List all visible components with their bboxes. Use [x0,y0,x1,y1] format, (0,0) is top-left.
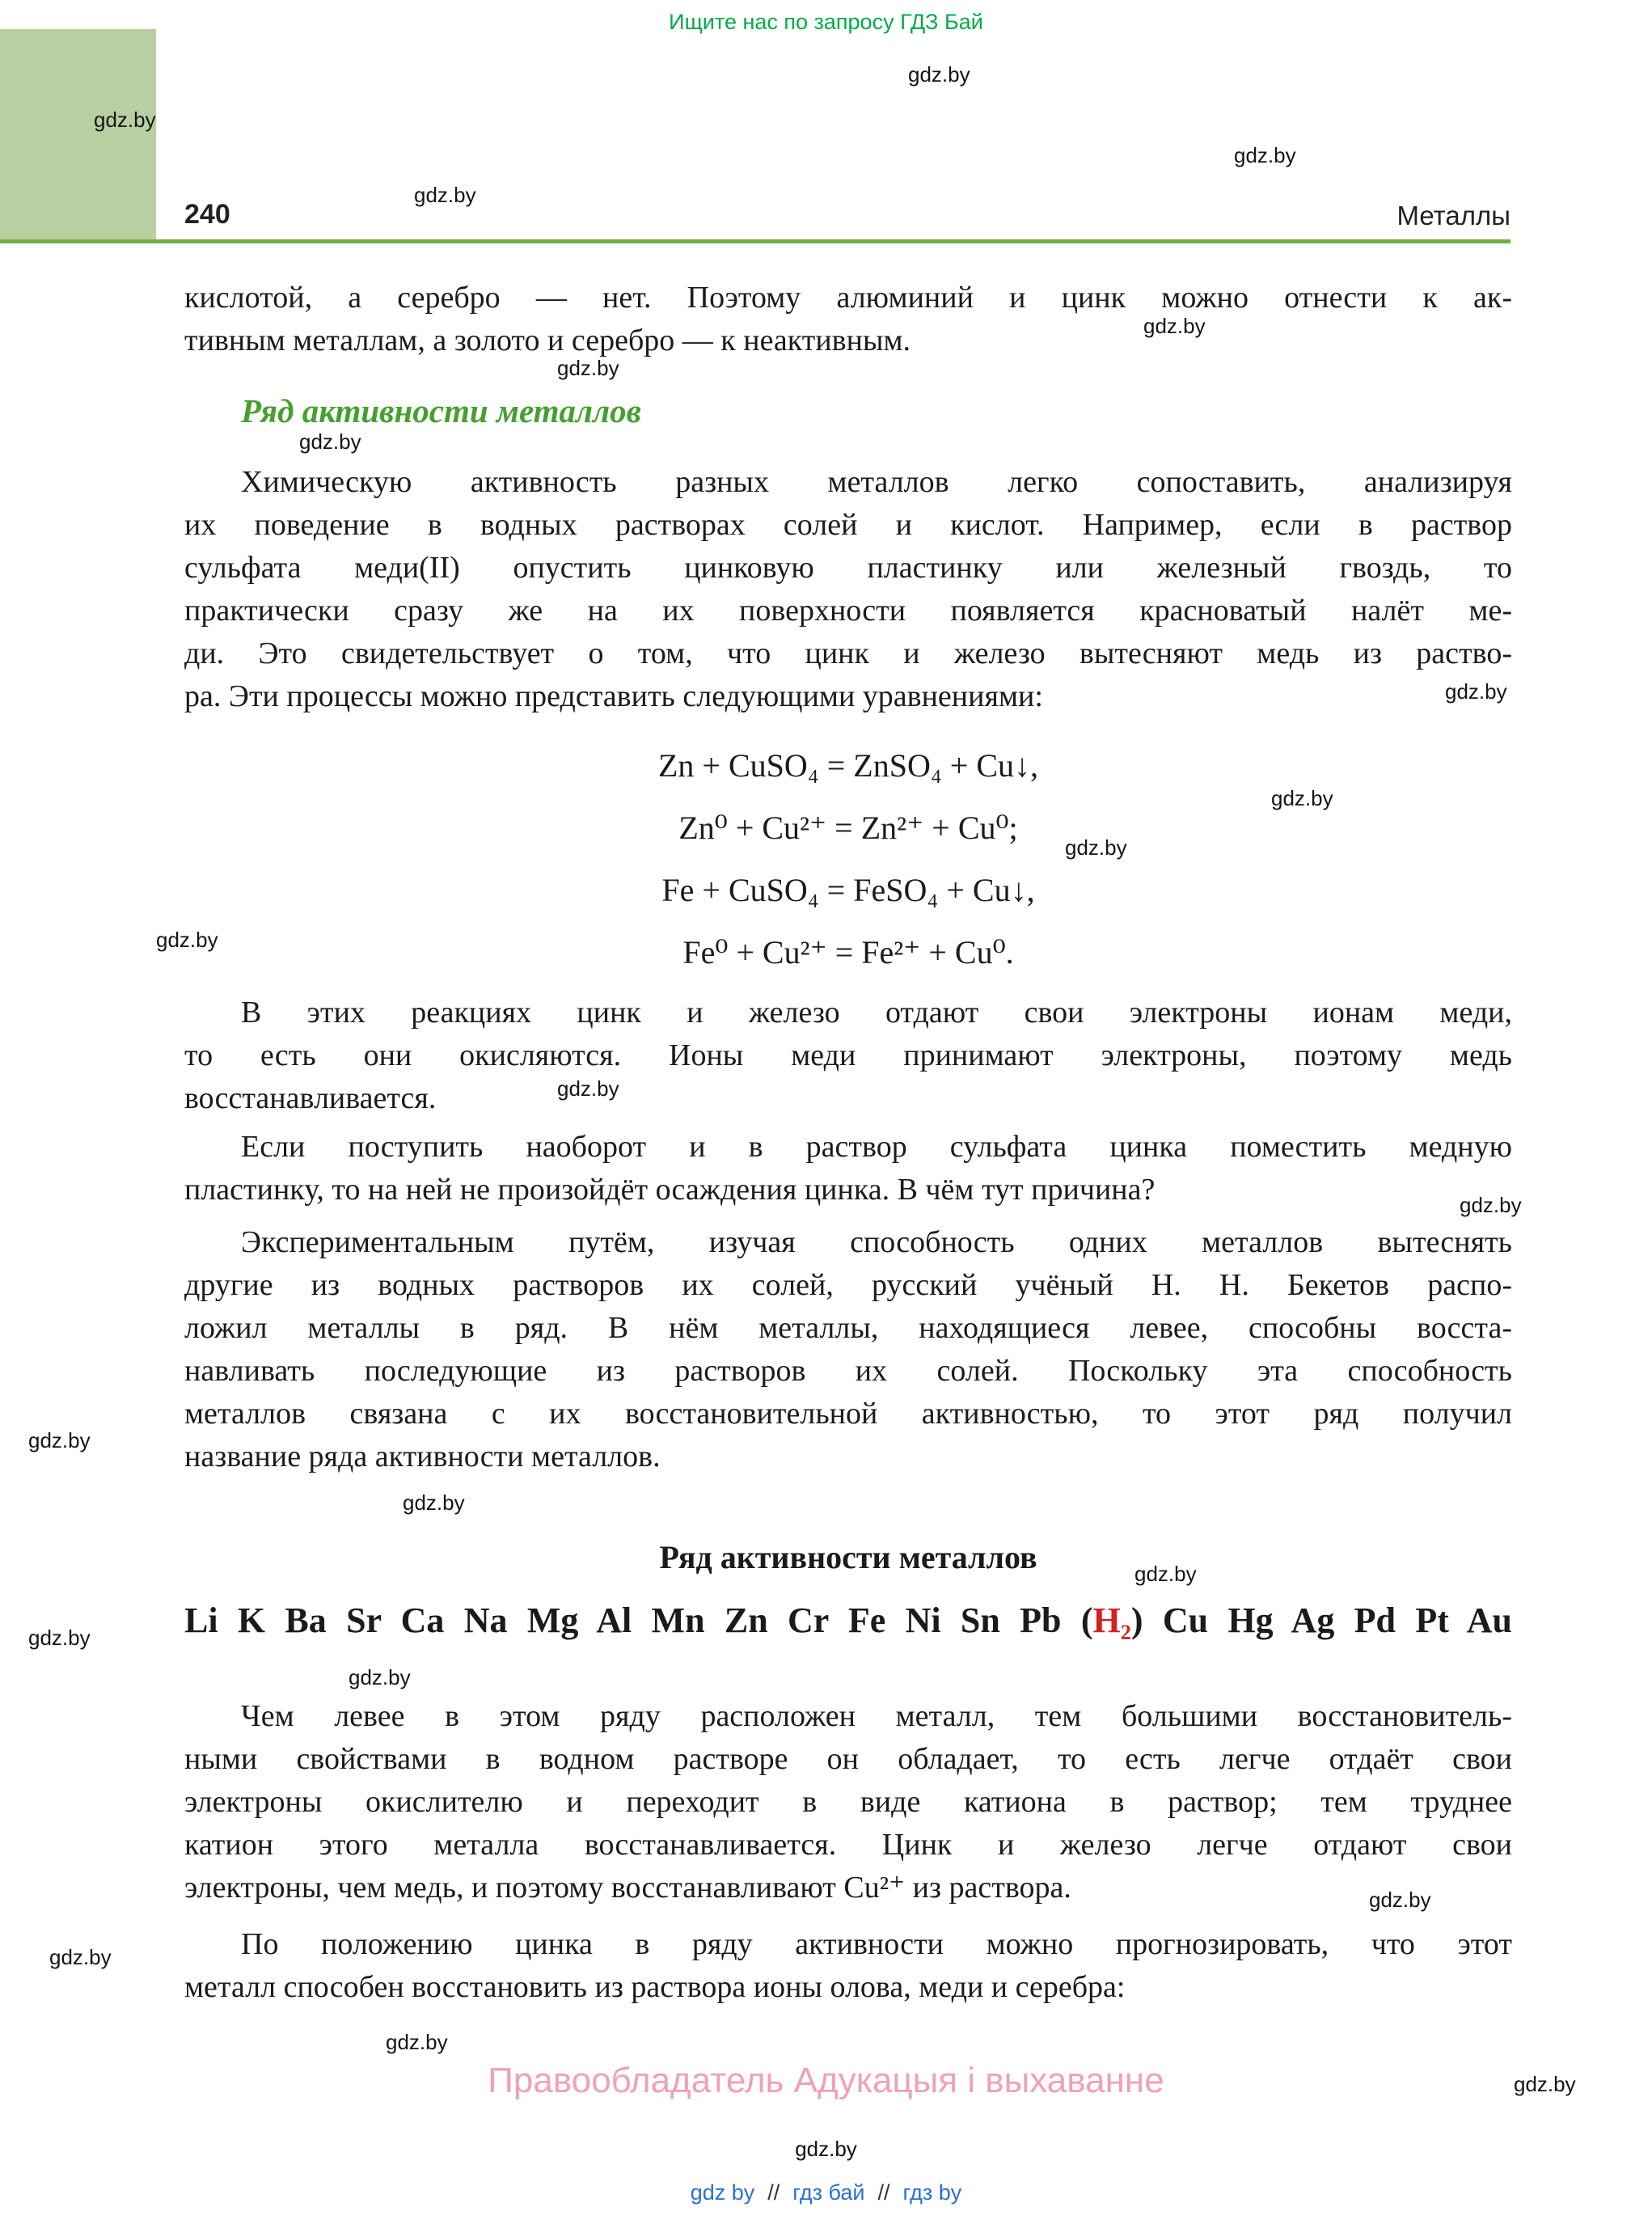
equation-fe-cuso4: Fe + CuSO₄ = FeSO₄ + Cu↓, [661,872,1035,908]
paragraph-intro [184,277,1512,362]
text-line: металл способен восстановить из раствора ионы олова, меди и серебра: [184,1970,1126,2004]
watermark: gdz.by [28,1626,91,1650]
text-line: В этих реакциях цинк и железо отдают свои электроны ионам меди, [241,996,1512,1030]
link-separator: // [767,2180,780,2205]
text-line: По положению цинка в ряду активности можно прогнозировать, что этот [241,1927,1512,1961]
watermark: gdz.by [349,1665,411,1689]
text-line: восстанавливается. [184,1081,437,1115]
text-line: ложил металлы в ряд. В нём металлы, находящиеся левее, способны восста- [184,1311,1512,1345]
text-line: название ряда активности металлов. [184,1440,661,1474]
watermark: gdz.by [1460,1193,1522,1217]
equations-block [184,734,1512,983]
text-line: Чем левее в этом ряду расположен металл, тем большими восстановитель- [241,1699,1512,1733]
paragraph-redox [184,991,1512,1120]
text-line: Химическую активность разных металлов легко сопоставить, анализируя [241,465,1512,499]
paragraph-left-rule [184,1695,1512,1909]
link-separator: // [877,2180,890,2205]
watermark: gdz.by [403,1490,465,1515]
text-line: Экспериментальным путём, изучая способность одних металлов вытеснять [241,1225,1512,1259]
watermark: gdz.by [1445,679,1507,704]
paragraph-question [184,1126,1512,1211]
watermark: gdz.by [1271,786,1333,810]
text-line: кислотой, а серебро — нет. Поэтому алюминий и цинк можно отнести к ак- [184,281,1512,315]
equation-fe-ionic: Fe⁰ + Cu²⁺ = Fe²⁺ + Cu⁰. [682,934,1014,970]
text-line: ра. Эти процессы можно представить следующими уравнениями: [184,679,1043,713]
text-line: Если поступить наоборот и в раствор сульфата цинка поместить медную [241,1130,1512,1164]
copyright-line: Правообладатель Адукацыя і выхаванне [488,2061,1164,2100]
watermark: gdz.by [1514,2072,1576,2096]
page-number: 240 [184,199,230,230]
text-line: сульфата меди(II) опустить цинковую пластинку или железный гвоздь, то [184,551,1512,585]
header-rule [0,239,1510,243]
green-corner-block [0,29,156,239]
watermark: gdz.by [156,928,218,952]
equation-zn-cuso4: Zn + CuSO₄ = ZnSO₄ + Cu↓, [657,747,1039,784]
footer-links [0,2180,1652,2205]
watermark: gdz.by [49,1945,112,1969]
watermark: gdz.by [94,108,156,132]
text-line: практически сразу же на их поверхности появляется красноватый налёт ме- [184,594,1512,628]
footer-site: gdz.by [795,2137,857,2161]
series-hydrogen: H₂ [1092,1600,1131,1640]
paragraph-zinc-forecast [184,1923,1512,2009]
watermark: gdz.by [557,356,619,380]
watermark: gdz.by [908,62,970,87]
text-line: электроны окислителю и переходит в виде катиона в раствор; тем труднее [184,1785,1512,1819]
text-line: навливать последующие из растворов их солей. Поскольку эта способность [184,1354,1512,1388]
watermark: gdz.by [1234,143,1296,167]
activity-series-title: Ряд активности металлов [659,1539,1037,1575]
text-line: катион этого металла восстанавливается. Цинк и железо легче отдают свои [184,1828,1512,1862]
text-line: тивным металлам, а золото и серебро — к неактивным. [184,323,911,357]
text-line: то есть они окисляются. Ионы меди принимают электроны, поэтому медь [184,1038,1512,1072]
text-line: другие из водных растворов их солей, русский учёный Н. Н. Бекетов распо- [184,1268,1512,1302]
footer-link-gdz-by[interactable]: gdz by [690,2180,755,2205]
top-banner: Ищите нас по запросу ГДЗ Бай [669,10,983,34]
watermark: gdz.by [414,183,476,207]
watermark: gdz.by [1369,1888,1431,1912]
chapter-title: Металлы [1396,201,1510,230]
text-line: ди. Это свидетельствует о том, что цинк и железо вытесняют медь из раство- [184,636,1512,670]
watermark: gdz.by [557,1076,619,1101]
watermark: gdz.by [28,1428,91,1452]
paragraph-beketov [184,1221,1512,1478]
watermark: gdz.by [1143,314,1206,338]
watermark: gdz.by [299,429,361,454]
text-line: ными свойствами в водном растворе он обладает, то есть легче отдаёт свои [184,1742,1512,1776]
text-line: металлов связана с их восстановительной активностью, то этот ряд получил [184,1397,1512,1431]
watermark: gdz.by [1065,835,1127,860]
series-prefix: Li K Ba Sr Ca Na Mg Al Mn Zn Cr Fe Ni Sn Pb ( [184,1600,1093,1640]
activity-series [184,1600,1512,1641]
text-line: пластинку, то на ней не произойдёт осаждения цинка. В чём тут причина? [184,1173,1156,1207]
text-line: электроны, чем медь, и поэтому восстанавливают Cu²⁺ из раствора. [184,1871,1071,1905]
footer-link-gdz-bai[interactable]: гдз бай [792,2180,865,2205]
equation-zn-ionic: Zn⁰ + Cu²⁺ = Zn²⁺ + Cu⁰; [678,810,1018,846]
section-heading: Ряд активности металлов [241,392,641,429]
footer-link-gdz-by-cyr[interactable]: гдз by [902,2180,962,2205]
series-suffix: ) Cu Hg Ag Pd Pt Au [1130,1600,1512,1640]
paragraph-activity [184,461,1512,718]
watermark: gdz.by [386,2030,448,2054]
watermark: gdz.by [1134,1562,1197,1586]
text-line: их поведение в водных растворах солей и кислот. Например, если в раствор [184,508,1512,542]
